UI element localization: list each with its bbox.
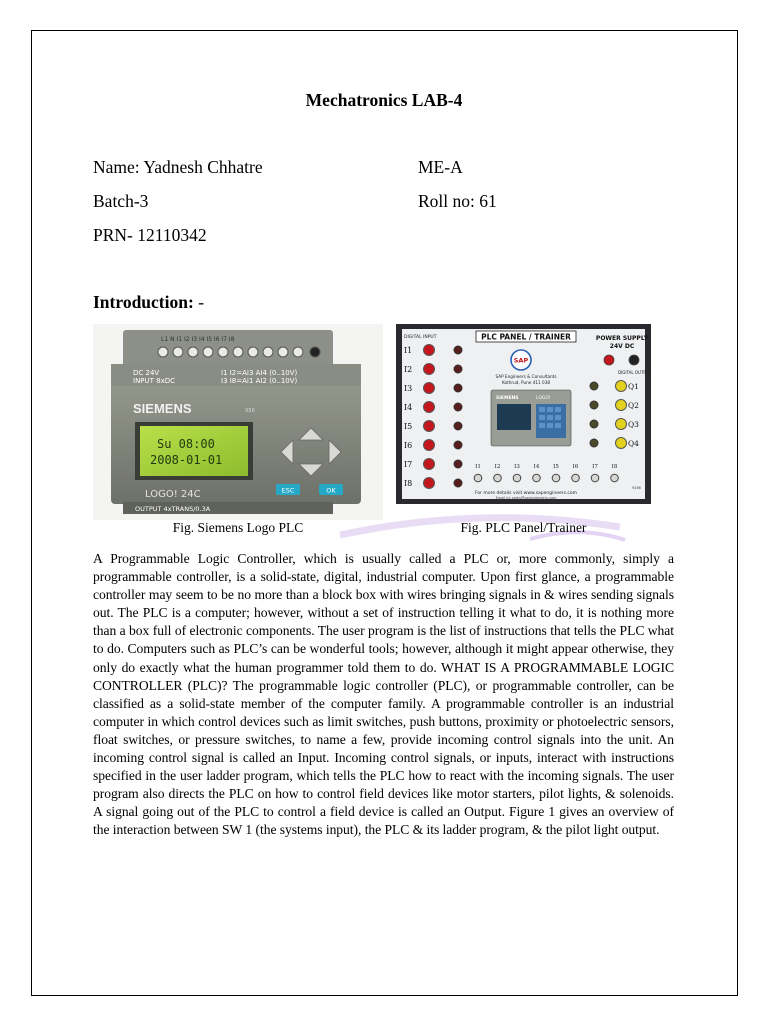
input-socket-7 xyxy=(424,459,435,470)
fig2-caption: Fig. PLC Panel/Trainer xyxy=(460,520,587,535)
input-switch-7 xyxy=(591,474,599,482)
digital-input-label: DIGITAL INPUT xyxy=(404,335,437,340)
module-brand: SIEMENS xyxy=(496,396,519,401)
lcd-line-2: 2008-01-01 xyxy=(150,453,223,467)
input-label-4: I4 xyxy=(404,403,413,412)
output-label-1: Q1 xyxy=(628,382,639,391)
output-led-1 xyxy=(590,382,598,390)
power-plus-socket xyxy=(604,355,614,365)
output-label: OUTPUT 4xTRANS/0.3A xyxy=(135,505,211,513)
input-label-3: I3 xyxy=(404,384,413,393)
sap-logo: SAP xyxy=(513,356,529,365)
terminal-label-2: I3 I8=AI1 AI2 (0..10V) xyxy=(221,377,298,385)
switch-label-5: I5 xyxy=(553,464,559,470)
input-led-3 xyxy=(454,384,462,392)
heading-suffix: - xyxy=(193,292,205,312)
input-switch-8 xyxy=(611,474,619,482)
input-socket-6 xyxy=(424,440,435,451)
module-model: LOGO! xyxy=(536,396,551,401)
output-label-4: Q4 xyxy=(628,439,639,448)
output-led-3 xyxy=(590,420,598,428)
voltage-label: 24V DC xyxy=(609,343,635,350)
output-socket-2 xyxy=(616,400,627,411)
power-minus-socket xyxy=(629,355,639,365)
input-label-5: I5 xyxy=(404,422,413,431)
input-socket-2 xyxy=(424,364,435,375)
switch-label-8: I8 xyxy=(611,464,618,470)
panel-footer: For more details visit www.sapengineers.com xyxy=(474,491,578,496)
division: ME-A xyxy=(418,157,463,177)
logo-model: LOGO! 24C xyxy=(145,489,201,500)
input-socket-4 xyxy=(424,402,435,413)
output-led-4 xyxy=(590,439,598,447)
switch-label-7: I7 xyxy=(592,464,598,470)
input-switch-3 xyxy=(513,474,521,482)
power-supply-label: POWER SUPPLY xyxy=(595,335,649,342)
ok-label: OK xyxy=(326,486,336,495)
input-label-6: I6 xyxy=(404,441,413,450)
panel-footer-email: Email id: sales@sapengineers.com xyxy=(495,496,557,500)
plc-panel-trainer-image xyxy=(396,324,651,504)
input-switch-6 xyxy=(572,474,580,482)
input-socket-5 xyxy=(424,421,435,432)
input-led-2 xyxy=(454,365,462,373)
section-heading xyxy=(93,292,204,313)
output-socket-4 xyxy=(616,438,627,449)
switch-label-2: I2 xyxy=(494,464,501,470)
input-led-6 xyxy=(454,441,462,449)
switch-label-6: I6 xyxy=(572,464,579,470)
input-switch-5 xyxy=(552,474,560,482)
input-led-7 xyxy=(454,460,462,468)
batch: Batch-3 xyxy=(93,191,149,211)
siemens-logo-plc-image xyxy=(93,324,383,520)
input-label-8: I8 xyxy=(404,479,413,488)
siemens-brand: SIEMENS xyxy=(133,401,192,416)
input-label: INPUT 8xDC xyxy=(133,377,176,385)
input-socket-3 xyxy=(424,383,435,394)
output-label-3: Q3 xyxy=(628,420,639,429)
panel-corner-code: 9266 xyxy=(632,486,641,490)
input-led-5 xyxy=(454,422,462,430)
input-switch-2 xyxy=(494,474,502,482)
output-led-2 xyxy=(590,401,598,409)
input-led-1 xyxy=(454,346,462,354)
output-socket-3 xyxy=(616,419,627,430)
switch-label-1: I1 xyxy=(475,464,481,470)
input-label-1: I1 xyxy=(404,346,413,355)
top-label: L1 N I1 I2 I3 I4 I5 I6 I7 I8 xyxy=(161,336,235,343)
prn: PRN- 12110342 xyxy=(93,225,207,245)
switch-label-3: I3 xyxy=(514,464,520,470)
supply-label: DC 24V xyxy=(133,369,160,377)
heading-text: Introduction: xyxy=(93,292,194,312)
input-led-4 xyxy=(454,403,462,411)
input-switch-4 xyxy=(533,474,541,482)
input-socket-1 xyxy=(424,345,435,356)
input-socket-8 xyxy=(424,478,435,489)
small-tag: X50 xyxy=(245,408,255,414)
digital-output-label: DIGITAL OUTPUT xyxy=(618,370,651,375)
student-name: Name: Yadnesh Chhatre xyxy=(93,157,263,177)
output-socket-1 xyxy=(616,381,627,392)
fig1-caption: Fig. Siemens Logo PLC xyxy=(172,520,304,535)
output-label-2: Q2 xyxy=(628,401,639,410)
panel-title: PLC PANEL / TRAINER xyxy=(481,332,571,342)
page-title: Mechatronics LAB-4 xyxy=(305,90,463,110)
lcd-line-1: Su 08:00 xyxy=(157,437,215,451)
company-address: Kothrud, Pune 411 038 xyxy=(501,380,551,385)
esc-label: ESC xyxy=(281,486,295,495)
input-switch-1 xyxy=(474,474,482,482)
input-led-8 xyxy=(454,479,462,487)
terminal-label-1: I1 I2=AI3 AI4 (0..10V) xyxy=(221,369,298,377)
input-label-2: I2 xyxy=(404,365,413,374)
company-name: SAP Engineers & Consultants xyxy=(495,374,557,379)
input-label-7: I7 xyxy=(404,460,413,469)
switch-label-4: I4 xyxy=(533,464,540,470)
roll-number: Roll no: 61 xyxy=(418,191,497,211)
introduction-paragraph: A Programmable Logic Controller, which is usually called a PLC or, more commonly, simply a programmable controller, is a solid-state, digital, industrial computer. Upon first glance, a programmable controller may seem to be no more than a block box with wires bringing signals in & wires sending signals out. The PLC is a computer; however, without a set of instruction telling it what to do, it is nothing more than a box full of electronic components. The user program is the list of instructions that tells the PLC what to do. Computers such as PLC’s can be wonderful tools; however, although it might appear otherwise, they only do exactly what the human programmer told them to do. WHAT IS A PROGRAMMABLE LOGIC CONTROLLER (PLC)? The programmable logic controller (PLC), or programmable controller, can be classified as a solid-state member of the computer family. A programmable controller is an industrial computer in which control devices such as limit switches, push buttons, proximity or photoelectric sensors, float switches, or pressure switches, to name a few, provide incoming control signals into the unit. An incoming control signal is called an Input. Incoming control signals, or inputs, interact with instructions specified in the user ladder program, which tells the PLC how to react with the incoming signals. The user program also directs the PLC on how to control field devices like motor starters, pilot lights, & solenoids. A signal going out of the PLC to control a field device is called an Output. Figure 1 gives an overview of the interaction between SW 1 (the systems input), the PLC & its ladder program, & the pilot light output. xyxy=(93,551,674,838)
